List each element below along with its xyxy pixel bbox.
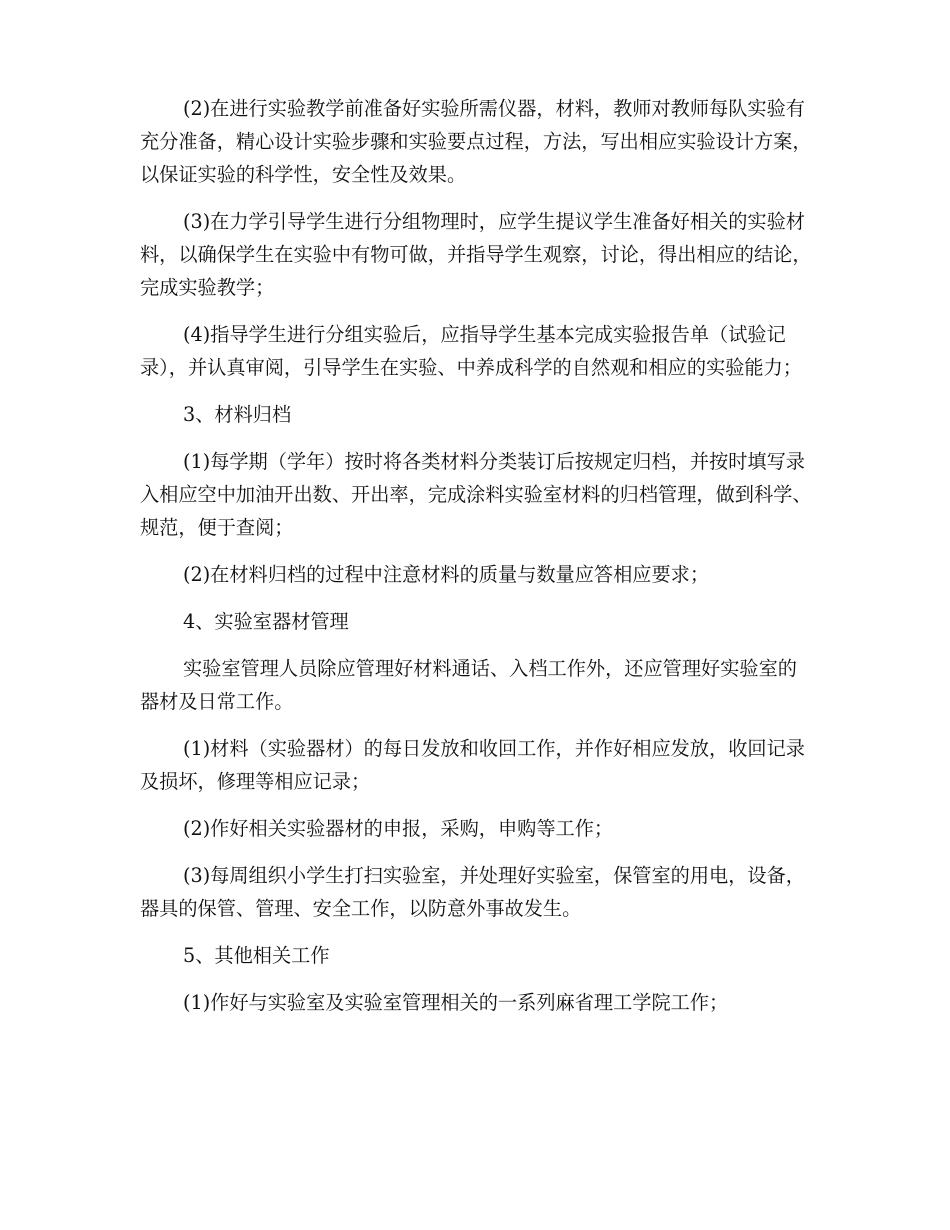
- paragraph-equipment-1: (1)材料（实验器材）的每日发放和收回工作，并作好相应发放，收回记录及损坏，修理等相应记录；: [140, 737, 805, 793]
- document-body: [140, 92, 812, 1033]
- paragraph-equipment-2: (2)作好相关实验器材的申报，采购，申购等工作；: [183, 817, 614, 840]
- section-heading-other-work: 5、其他相关工作: [183, 944, 330, 967]
- section-heading-material-archiving: 3、材料归档: [183, 403, 292, 426]
- section-heading-equipment-management: 4、实验室器材管理: [183, 610, 349, 633]
- paragraph-other-work-1: (1)作好与实验室及实验室管理相关的一系列麻省理工学院工作；: [183, 991, 729, 1014]
- paragraph-3-group-experiment: (3)在力学引导学生进行分组物理时，应学生提议学生准备好相关的实验材料，以确保学生在实验中有物可做，并指导学生观察，讨论，得出相应的结论，完成实验教学；: [140, 210, 812, 299]
- paragraph-4-experiment-report: (4)指导学生进行分组实验后，应指导学生基本完成实验报告单（试验记录），并认真审阅，引导学生在实验、中养成科学的自然观和相应的实验能力；: [140, 323, 802, 379]
- paragraph-equipment-intro: 实验室管理人员除应管理好材料通话、入档工作外，还应管理好实验室的器材及日常工作。: [140, 657, 797, 713]
- paragraph-archiving-1: (1)每学期（学年）按时将各类材料分类装订后按规定归档，并按时填写录入相应空中加油开出数、开出率，完成涂料实验室材料的归档管理，做到科学、规范，便于查阅；: [140, 450, 812, 539]
- paragraph-equipment-3: (3)每周组织小学生打扫实验室，并处理好实验室，保管室的用电，设备，器具的保管、管理、安全工作，以防意外事故发生。: [140, 864, 805, 920]
- paragraph-2-prepare-equipment: (2)在进行实验教学前准备好实验所需仪器，材料，教师对教师每队实验有充分准备，精心设计实验步骤和实验要点过程，方法，写出相应实验设计方案，以保证实验的科学性，安全性及效果。: [140, 97, 812, 186]
- paragraph-archiving-2: (2)在材料归档的过程中注意材料的质量与数量应答相应要求；: [183, 563, 710, 586]
